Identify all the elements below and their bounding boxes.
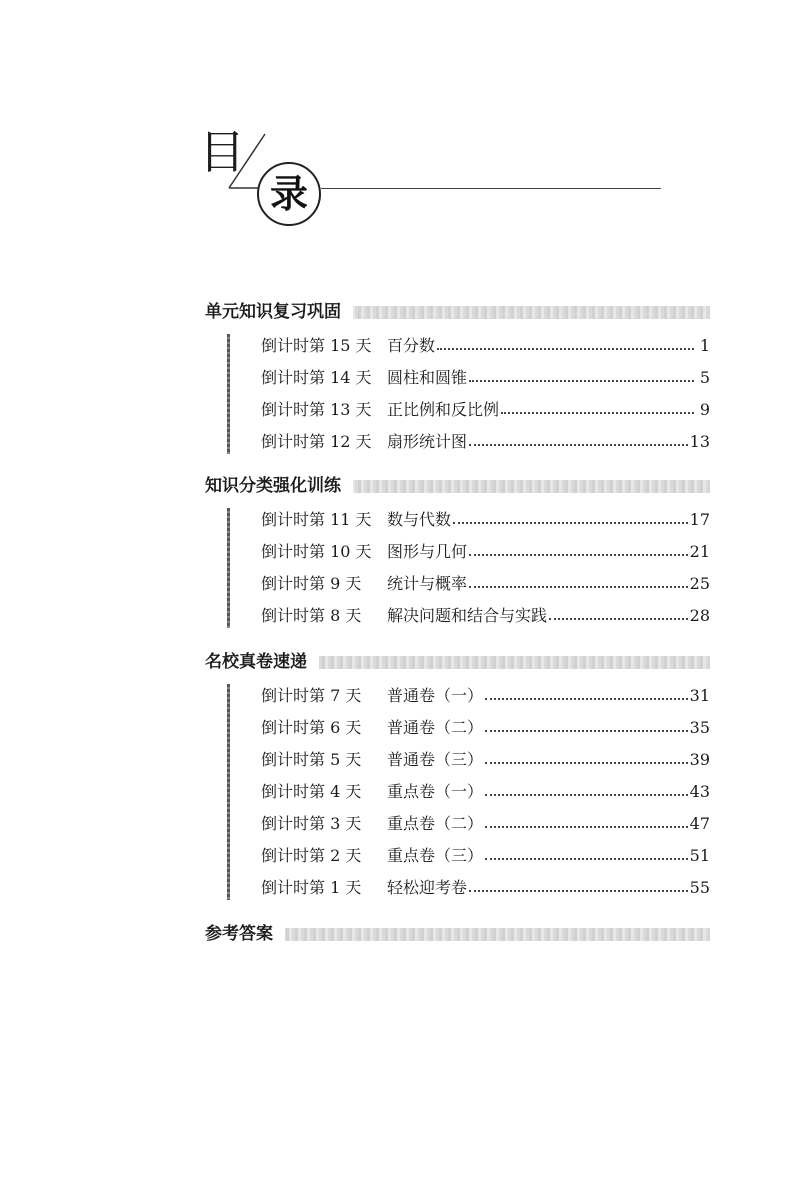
entry-day: 倒计时第 4 天 — [261, 782, 362, 801]
dot-leader — [469, 379, 694, 382]
entry-page: 35 — [689, 718, 710, 737]
section-header — [205, 472, 710, 500]
dot-leader — [485, 761, 688, 764]
entry-day: 倒计时第 3 天 — [261, 814, 362, 833]
entry-topic: 普通卷（二） — [387, 718, 484, 737]
entry-topic: 普通卷（三） — [387, 750, 484, 769]
entry-topic: 扇形统计图 — [387, 432, 468, 451]
entry-page: 28 — [689, 606, 710, 625]
entry-day: 倒计时第 9 天 — [261, 574, 362, 593]
toc-entry[interactable] — [261, 680, 710, 712]
dot-leader — [469, 553, 688, 556]
section-entries — [205, 504, 710, 632]
dot-leader — [437, 347, 694, 350]
dot-leader — [485, 857, 688, 860]
entry-topic: 普通卷（一） — [387, 686, 484, 705]
dot-leader — [485, 825, 688, 828]
dot-leader — [469, 443, 688, 446]
section-side-bar — [227, 508, 230, 628]
toc-section — [205, 298, 710, 458]
entry-day: 倒计时第 5 天 — [261, 750, 362, 769]
page-title-char-1: 目 — [199, 125, 245, 179]
toc-entry[interactable] — [261, 808, 710, 840]
entry-topic: 百分数 — [387, 336, 436, 355]
entry-day: 倒计时第 13 天 — [261, 400, 372, 419]
toc-entry[interactable] — [261, 568, 710, 600]
toc-entry[interactable] — [261, 872, 710, 904]
toc-section — [205, 648, 710, 904]
section-header — [205, 920, 710, 948]
section-header — [205, 298, 710, 326]
toc-section — [205, 472, 710, 632]
dot-leader — [549, 617, 688, 620]
dot-leader — [485, 793, 688, 796]
page-title — [195, 120, 670, 230]
entry-page: 25 — [689, 574, 710, 593]
entry-page: 51 — [689, 846, 710, 865]
toc-entry[interactable] — [261, 712, 710, 744]
entry-page: 55 — [689, 878, 710, 897]
dot-leader — [453, 521, 688, 524]
page-title-char-2: 录 — [269, 171, 308, 216]
toc-entry[interactable] — [261, 330, 710, 362]
entry-topic: 圆柱和圆锥 — [387, 368, 468, 387]
toc-entry[interactable] — [261, 362, 710, 394]
entry-page: 9 — [699, 400, 710, 419]
toc-entry[interactable] — [261, 600, 710, 632]
entry-page: 47 — [689, 814, 710, 833]
entry-day: 倒计时第 2 天 — [261, 846, 362, 865]
entry-topic: 图形与几何 — [387, 542, 468, 561]
section-title[interactable]: 参考答案 — [205, 920, 285, 948]
section-title[interactable]: 知识分类强化训练 — [205, 472, 353, 500]
section-side-bar — [227, 684, 230, 900]
entry-day: 倒计时第 8 天 — [261, 606, 362, 625]
dot-leader — [501, 411, 694, 414]
entry-topic: 轻松迎考卷 — [387, 878, 468, 897]
entry-day: 倒计时第 12 天 — [261, 432, 372, 451]
entry-topic: 解决问题和结合与实践 — [387, 606, 548, 625]
title-rule — [321, 188, 661, 189]
section-header — [205, 648, 710, 676]
entry-day: 倒计时第 1 天 — [261, 878, 362, 897]
section-title[interactable]: 名校真卷速递 — [205, 648, 319, 676]
entry-page: 5 — [699, 368, 710, 387]
entry-page: 13 — [689, 432, 710, 451]
entry-topic: 数与代数 — [387, 510, 452, 529]
entry-page: 39 — [689, 750, 710, 769]
entry-day: 倒计时第 15 天 — [261, 336, 372, 355]
entry-page: 31 — [689, 686, 710, 705]
section-entries — [205, 330, 710, 458]
entry-page: 43 — [689, 782, 710, 801]
entry-topic: 正比例和反比例 — [387, 400, 500, 419]
dot-leader — [485, 729, 688, 732]
dot-leader — [485, 697, 688, 700]
toc-entry[interactable] — [261, 394, 710, 426]
toc-entry[interactable] — [261, 504, 710, 536]
entry-day: 倒计时第 6 天 — [261, 718, 362, 737]
section-side-bar — [227, 334, 230, 454]
section-title[interactable]: 单元知识复习巩固 — [205, 298, 353, 326]
entry-topic: 重点卷（一） — [387, 782, 484, 801]
toc-entry[interactable] — [261, 744, 710, 776]
entry-page: 1 — [699, 336, 710, 355]
entry-day: 倒计时第 14 天 — [261, 368, 372, 387]
dot-leader — [469, 585, 688, 588]
toc-entry[interactable] — [261, 776, 710, 808]
entry-day: 倒计时第 11 天 — [261, 510, 372, 529]
entry-topic: 重点卷（三） — [387, 846, 484, 865]
section-entries — [205, 680, 710, 904]
toc-entry[interactable] — [261, 840, 710, 872]
dot-leader — [469, 889, 688, 892]
entry-day: 倒计时第 7 天 — [261, 686, 362, 705]
entry-topic: 统计与概率 — [387, 574, 468, 593]
entry-day: 倒计时第 10 天 — [261, 542, 372, 561]
entry-page: 17 — [689, 510, 710, 529]
toc-entry[interactable] — [261, 426, 710, 458]
entry-topic: 重点卷（二） — [387, 814, 484, 833]
entry-page: 21 — [689, 542, 710, 561]
toc-section — [205, 920, 710, 948]
toc-entry[interactable] — [261, 536, 710, 568]
